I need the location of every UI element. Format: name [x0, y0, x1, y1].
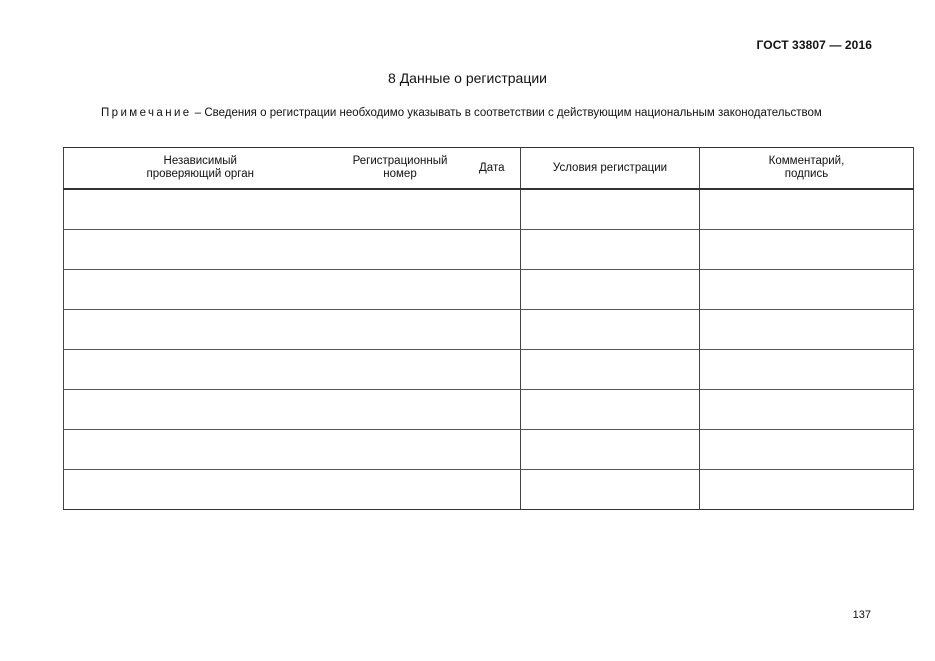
table-row [64, 430, 914, 470]
note-text: – Сведения о регистрации необходимо указывать в соответствии с действующим национальным законодательством [194, 107, 822, 119]
cell-date [464, 230, 521, 270]
col-header-inspection-body: Независимый проверяющий орган [64, 148, 337, 190]
cell-registration-number [337, 390, 464, 430]
cell-date [464, 350, 521, 390]
cell-registration-conditions [521, 430, 700, 470]
table-header-row [64, 148, 914, 190]
cell-registration-number [337, 430, 464, 470]
cell-registration-conditions [521, 470, 700, 510]
col-header-registration-conditions: Условия регистрации [521, 148, 700, 190]
cell-date [464, 270, 521, 310]
cell-registration-number [337, 350, 464, 390]
table-row [64, 230, 914, 270]
cell-comment-signature [700, 230, 914, 270]
table-row [64, 310, 914, 350]
cell-registration-number [337, 310, 464, 350]
cell-inspection-body [64, 310, 337, 350]
cell-inspection-body [64, 390, 337, 430]
cell-date [464, 430, 521, 470]
cell-registration-number [337, 270, 464, 310]
cell-comment-signature [700, 270, 914, 310]
cell-registration-number [337, 189, 464, 230]
table-row [64, 470, 914, 510]
cell-date [464, 390, 521, 430]
cell-date [464, 189, 521, 230]
cell-registration-conditions [521, 189, 700, 230]
table-row [64, 350, 914, 390]
cell-comment-signature [700, 350, 914, 390]
cell-comment-signature [700, 189, 914, 230]
cell-comment-signature [700, 430, 914, 470]
cell-inspection-body [64, 350, 337, 390]
cell-comment-signature [700, 390, 914, 430]
table-row [64, 390, 914, 430]
cell-registration-conditions [521, 350, 700, 390]
cell-inspection-body [64, 470, 337, 510]
table-row [64, 270, 914, 310]
col-header-comment-signature: Комментарий, подпись [700, 148, 914, 190]
cell-date [464, 470, 521, 510]
cell-registration-conditions [521, 390, 700, 430]
note-label: Примечание [101, 107, 192, 119]
cell-inspection-body [64, 430, 337, 470]
cell-inspection-body [64, 230, 337, 270]
cell-inspection-body [64, 270, 337, 310]
cell-date [464, 310, 521, 350]
note-paragraph [63, 107, 903, 120]
cell-comment-signature [700, 310, 914, 350]
table-row [64, 189, 914, 230]
cell-registration-number [337, 470, 464, 510]
document-code: ГОСТ 33807 — 2016 [756, 38, 872, 52]
registration-table [63, 147, 914, 510]
cell-comment-signature [700, 470, 914, 510]
col-header-registration-number: Регистрационный номер [337, 148, 464, 190]
cell-registration-conditions [521, 310, 700, 350]
cell-registration-number [337, 230, 464, 270]
page-number: 137 [852, 609, 871, 621]
cell-registration-conditions [521, 230, 700, 270]
section-title: 8 Данные о регистрации [388, 70, 547, 86]
cell-registration-conditions [521, 270, 700, 310]
col-header-date: Дата [464, 148, 521, 190]
table-body [64, 189, 914, 510]
cell-inspection-body [64, 189, 337, 230]
